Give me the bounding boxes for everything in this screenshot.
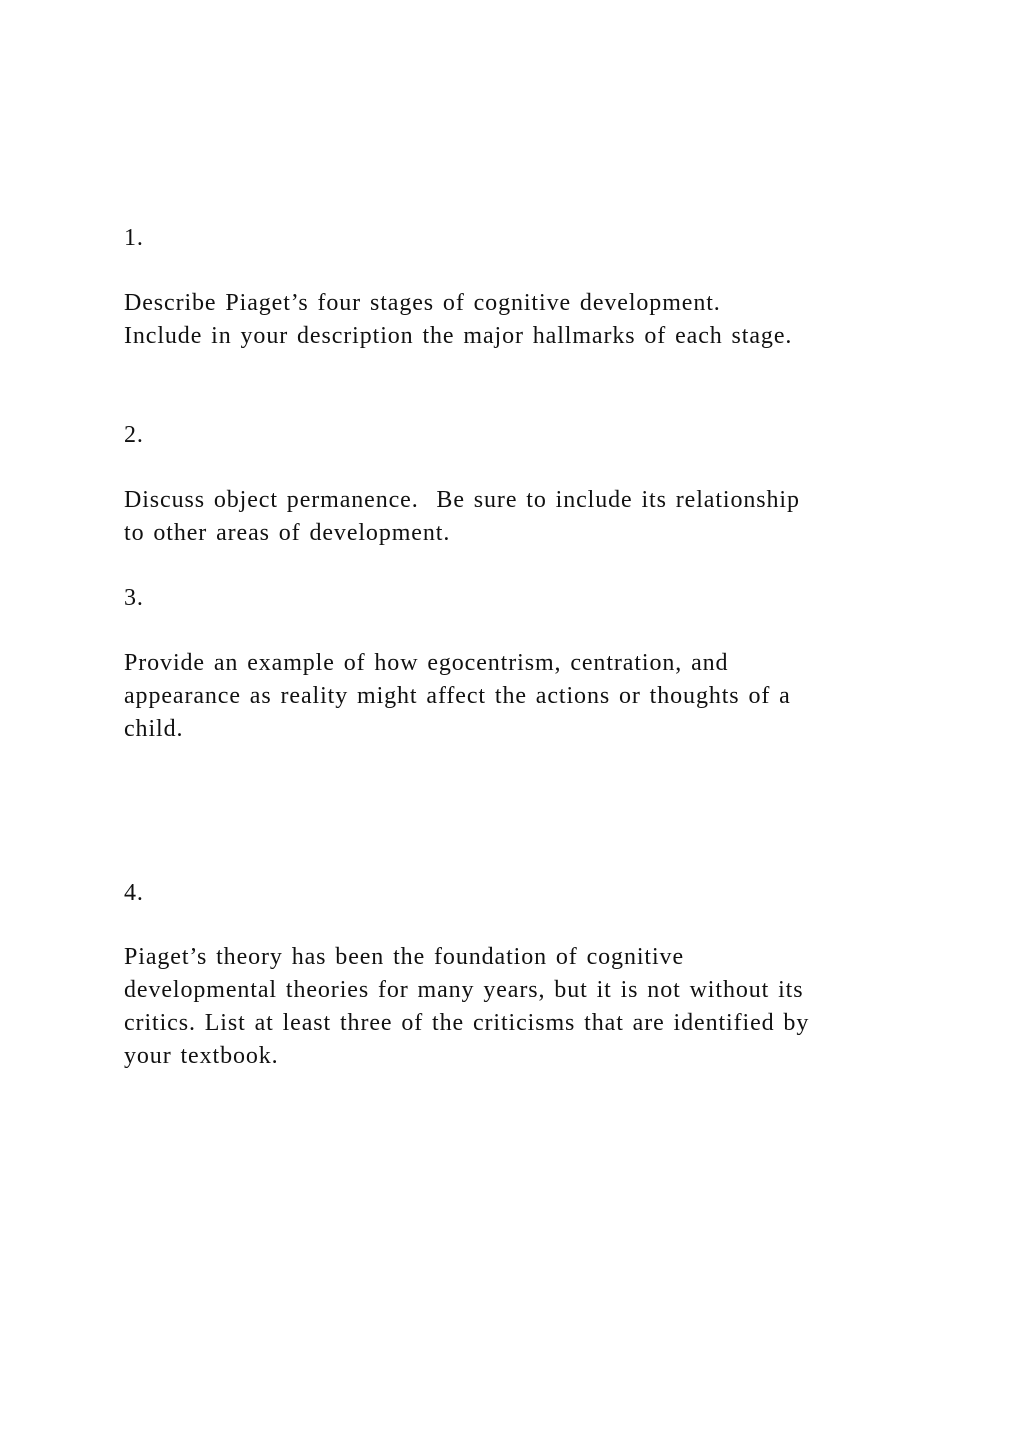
question-3-line-3: child. <box>124 716 184 742</box>
question-3-line-1: Provide an example of how egocentrism, centration, and <box>124 650 729 676</box>
question-3-line-2: appearance as reality might affect the actions or thoughts of a <box>124 683 791 709</box>
question-1-line-2: Include in your description the major hallmarks of each stage. <box>124 323 793 349</box>
question-4-line-2: developmental theories for many years, but it is not without its <box>124 977 804 1003</box>
question-2-line-1: Discuss object permanence. Be sure to include its relationship <box>124 487 800 513</box>
question-4-line-4: your textbook. <box>124 1043 279 1069</box>
question-4-number: 4. <box>124 880 144 906</box>
question-2-line-2: to other areas of development. <box>124 520 451 546</box>
question-1-number: 1. <box>124 225 144 251</box>
question-2-number: 2. <box>124 422 144 448</box>
question-3-number: 3. <box>124 585 144 611</box>
question-4-line-1: Piaget’s theory has been the foundation of cognitive <box>124 944 685 970</box>
question-1-line-1: Describe Piaget’s four stages of cognitive development. <box>124 290 721 316</box>
question-4-line-3: critics. List at least three of the criticisms that are identified by <box>124 1010 810 1036</box>
